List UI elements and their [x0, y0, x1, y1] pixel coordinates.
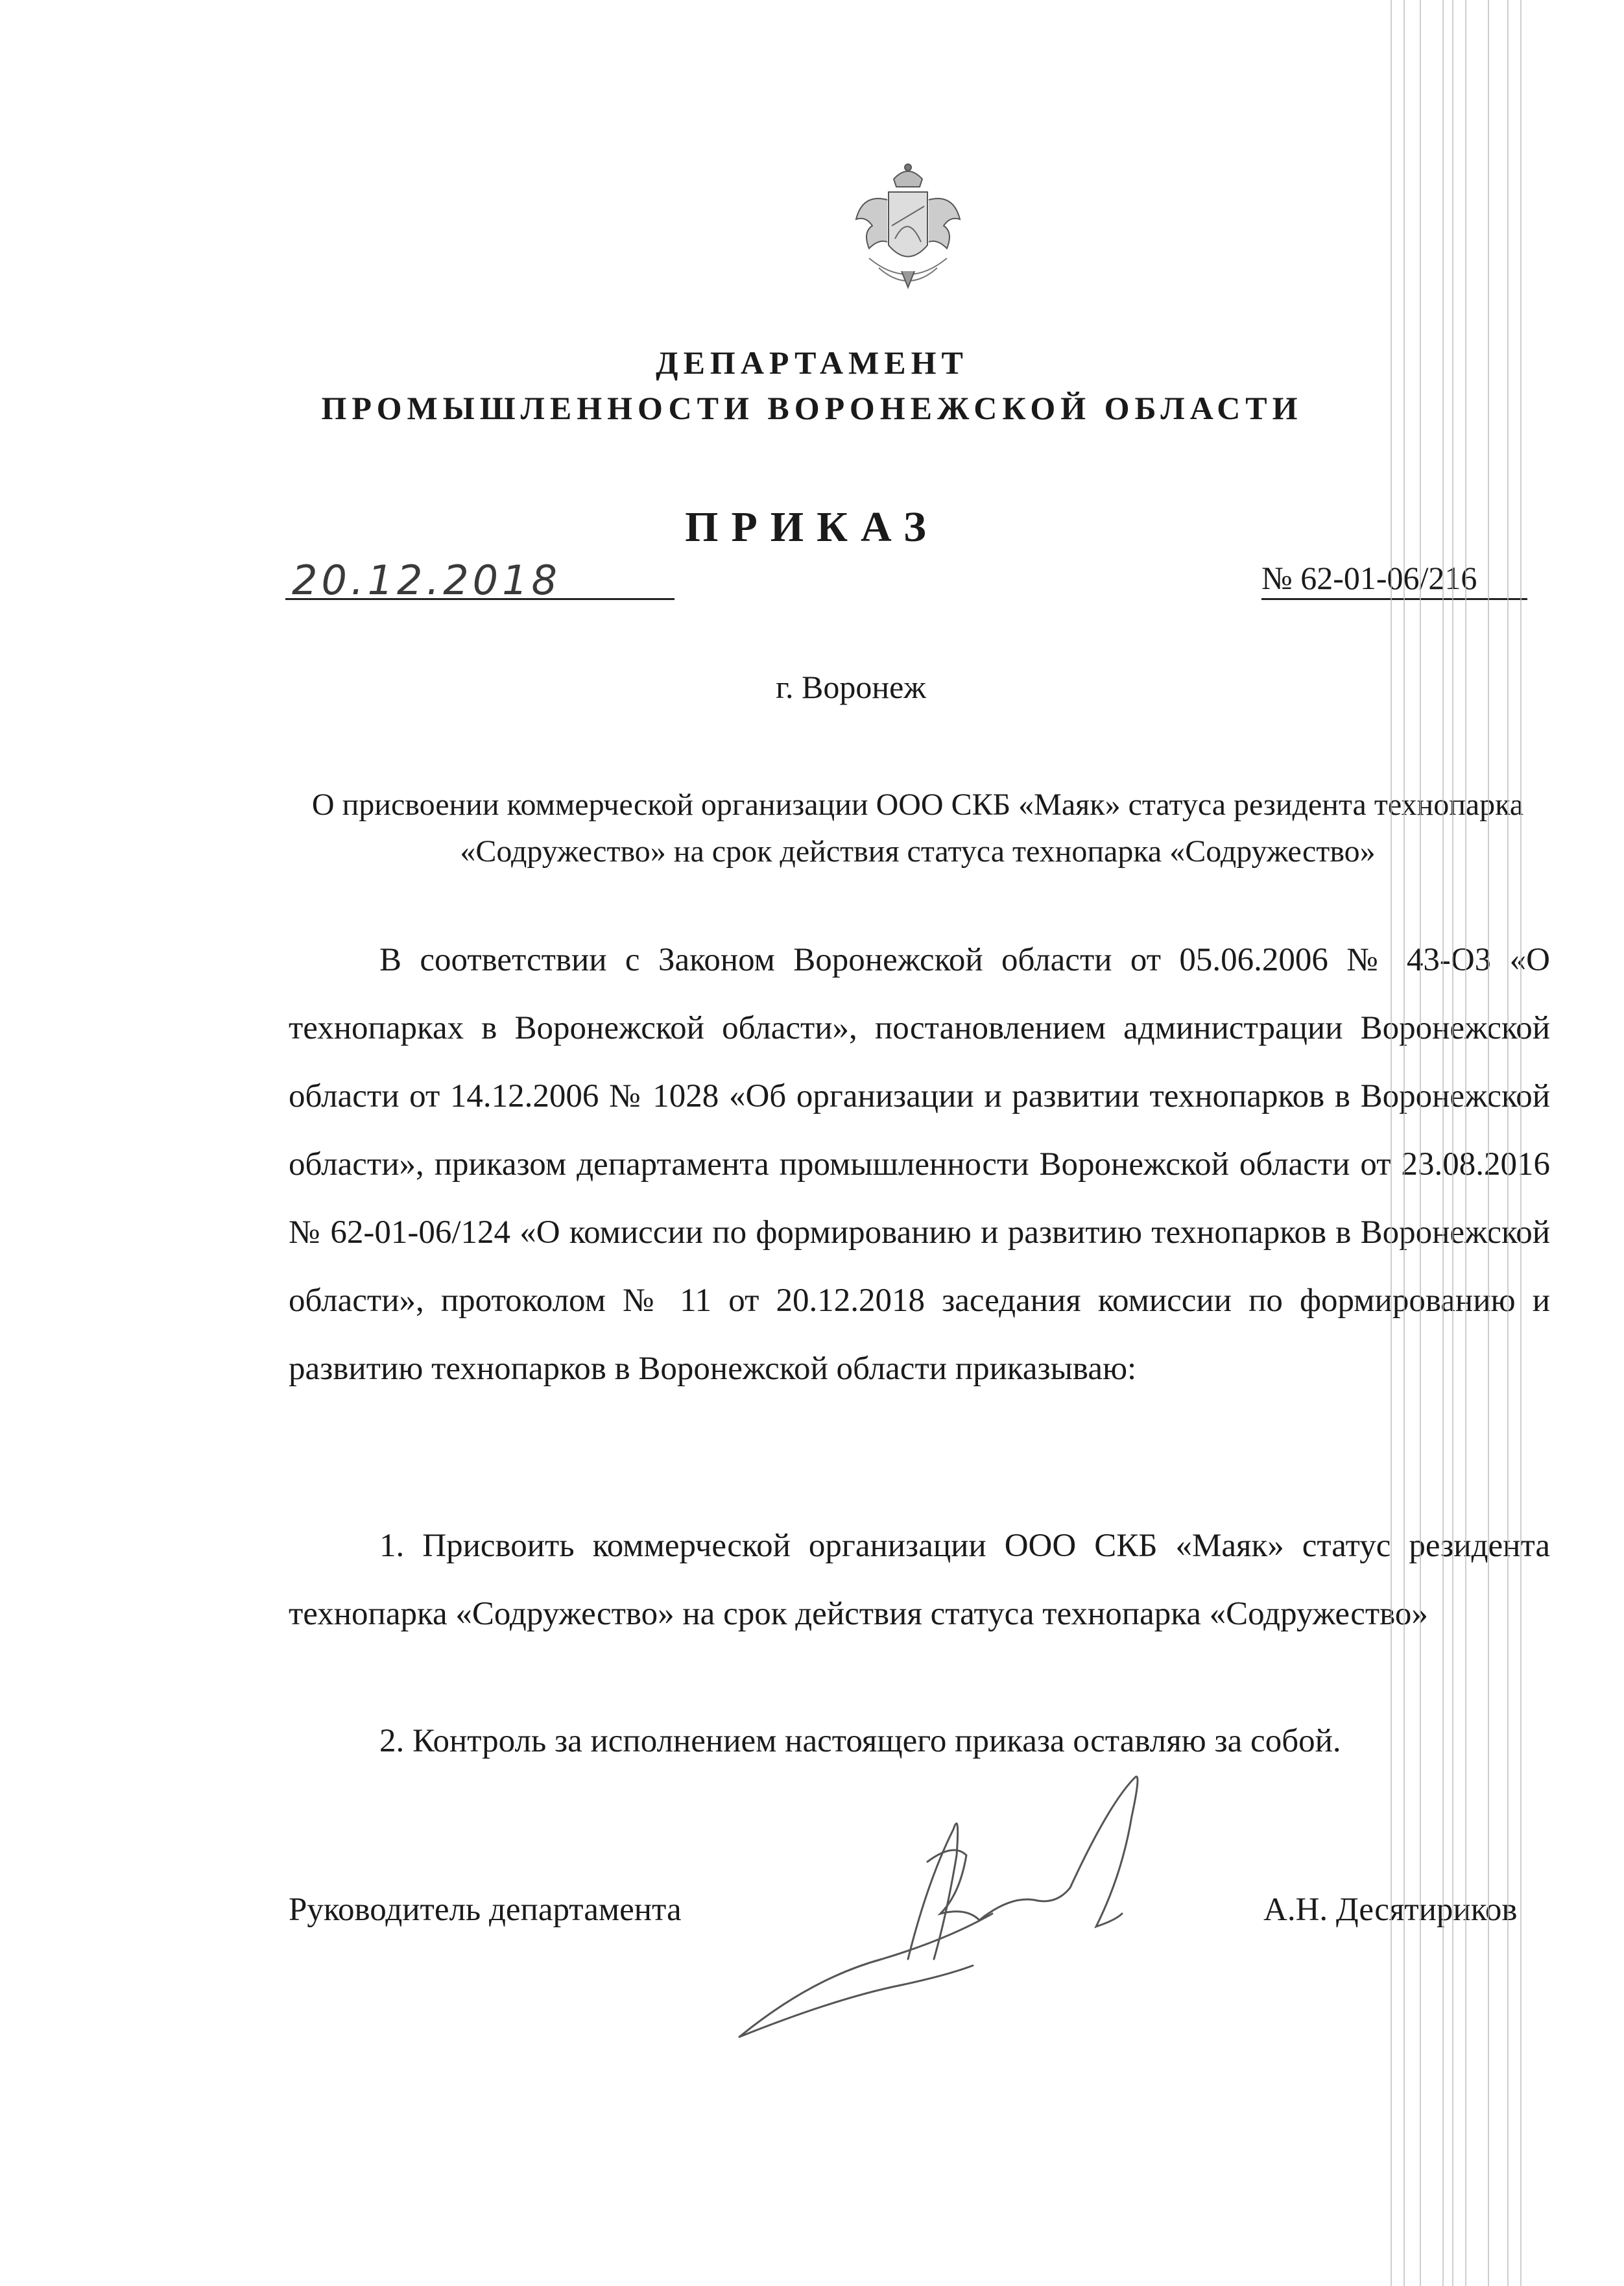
city: г. Воронеж: [776, 669, 926, 705]
order-subject: О присвоении коммерческой организации ООО СКБ «Маяк» статуса резидента технопарка «Содружество» на срок действия статуса технопарка «Содружество»: [311, 788, 1524, 869]
signatory-name: А.Н. Десятириков: [1263, 1892, 1518, 1928]
order-number: № 62-01-06/216: [1261, 560, 1477, 596]
date-underline: [285, 598, 675, 600]
department-name-line1: ДЕПАРТАМЕНТ: [656, 344, 968, 381]
coat-of-arms-icon: [843, 161, 973, 297]
order-date-handwritten: 20.12.2018: [292, 557, 561, 604]
order-item-1: 1. Присвоить коммерческой организации ООО СКБ «Маяк» статус резидента технопарка «Содружество» на срок действия статуса технопарка «Содружество»: [289, 1528, 1550, 1632]
document-type-title: ПРИКАЗ: [685, 503, 939, 551]
handwritten-signature: [733, 1764, 1252, 2050]
number-underline: [1261, 598, 1527, 600]
signatory-position: Руководитель департамента: [289, 1892, 682, 1928]
preamble-paragraph: В соответствии с Законом Воронежской области от 05.06.2006 № 43-ОЗ «О технопарках в Воронежской области», постановлением администрации Воронежской области от 14.12.2006 № 1028 «Об организации и развитии технопарков в Воронежской области», приказом департамента промышленности Воронежской области от 23.08.2016 № 62-01-06/124 «О комиссии по формированию и развитию технопарков в Воронежской области», протоколом № 11 от 20.12.2018 заседания комиссии по формированию и развитию технопарков в Воронежской области приказываю:: [289, 942, 1550, 1387]
order-item-2: 2. Контроль за исполнением настоящего приказа оставляю за собой.: [379, 1723, 1341, 1759]
department-name-line2: ПРОМЫШЛЕННОСТИ ВОРОНЕЖСКОЙ ОБЛАСТИ: [321, 390, 1303, 426]
